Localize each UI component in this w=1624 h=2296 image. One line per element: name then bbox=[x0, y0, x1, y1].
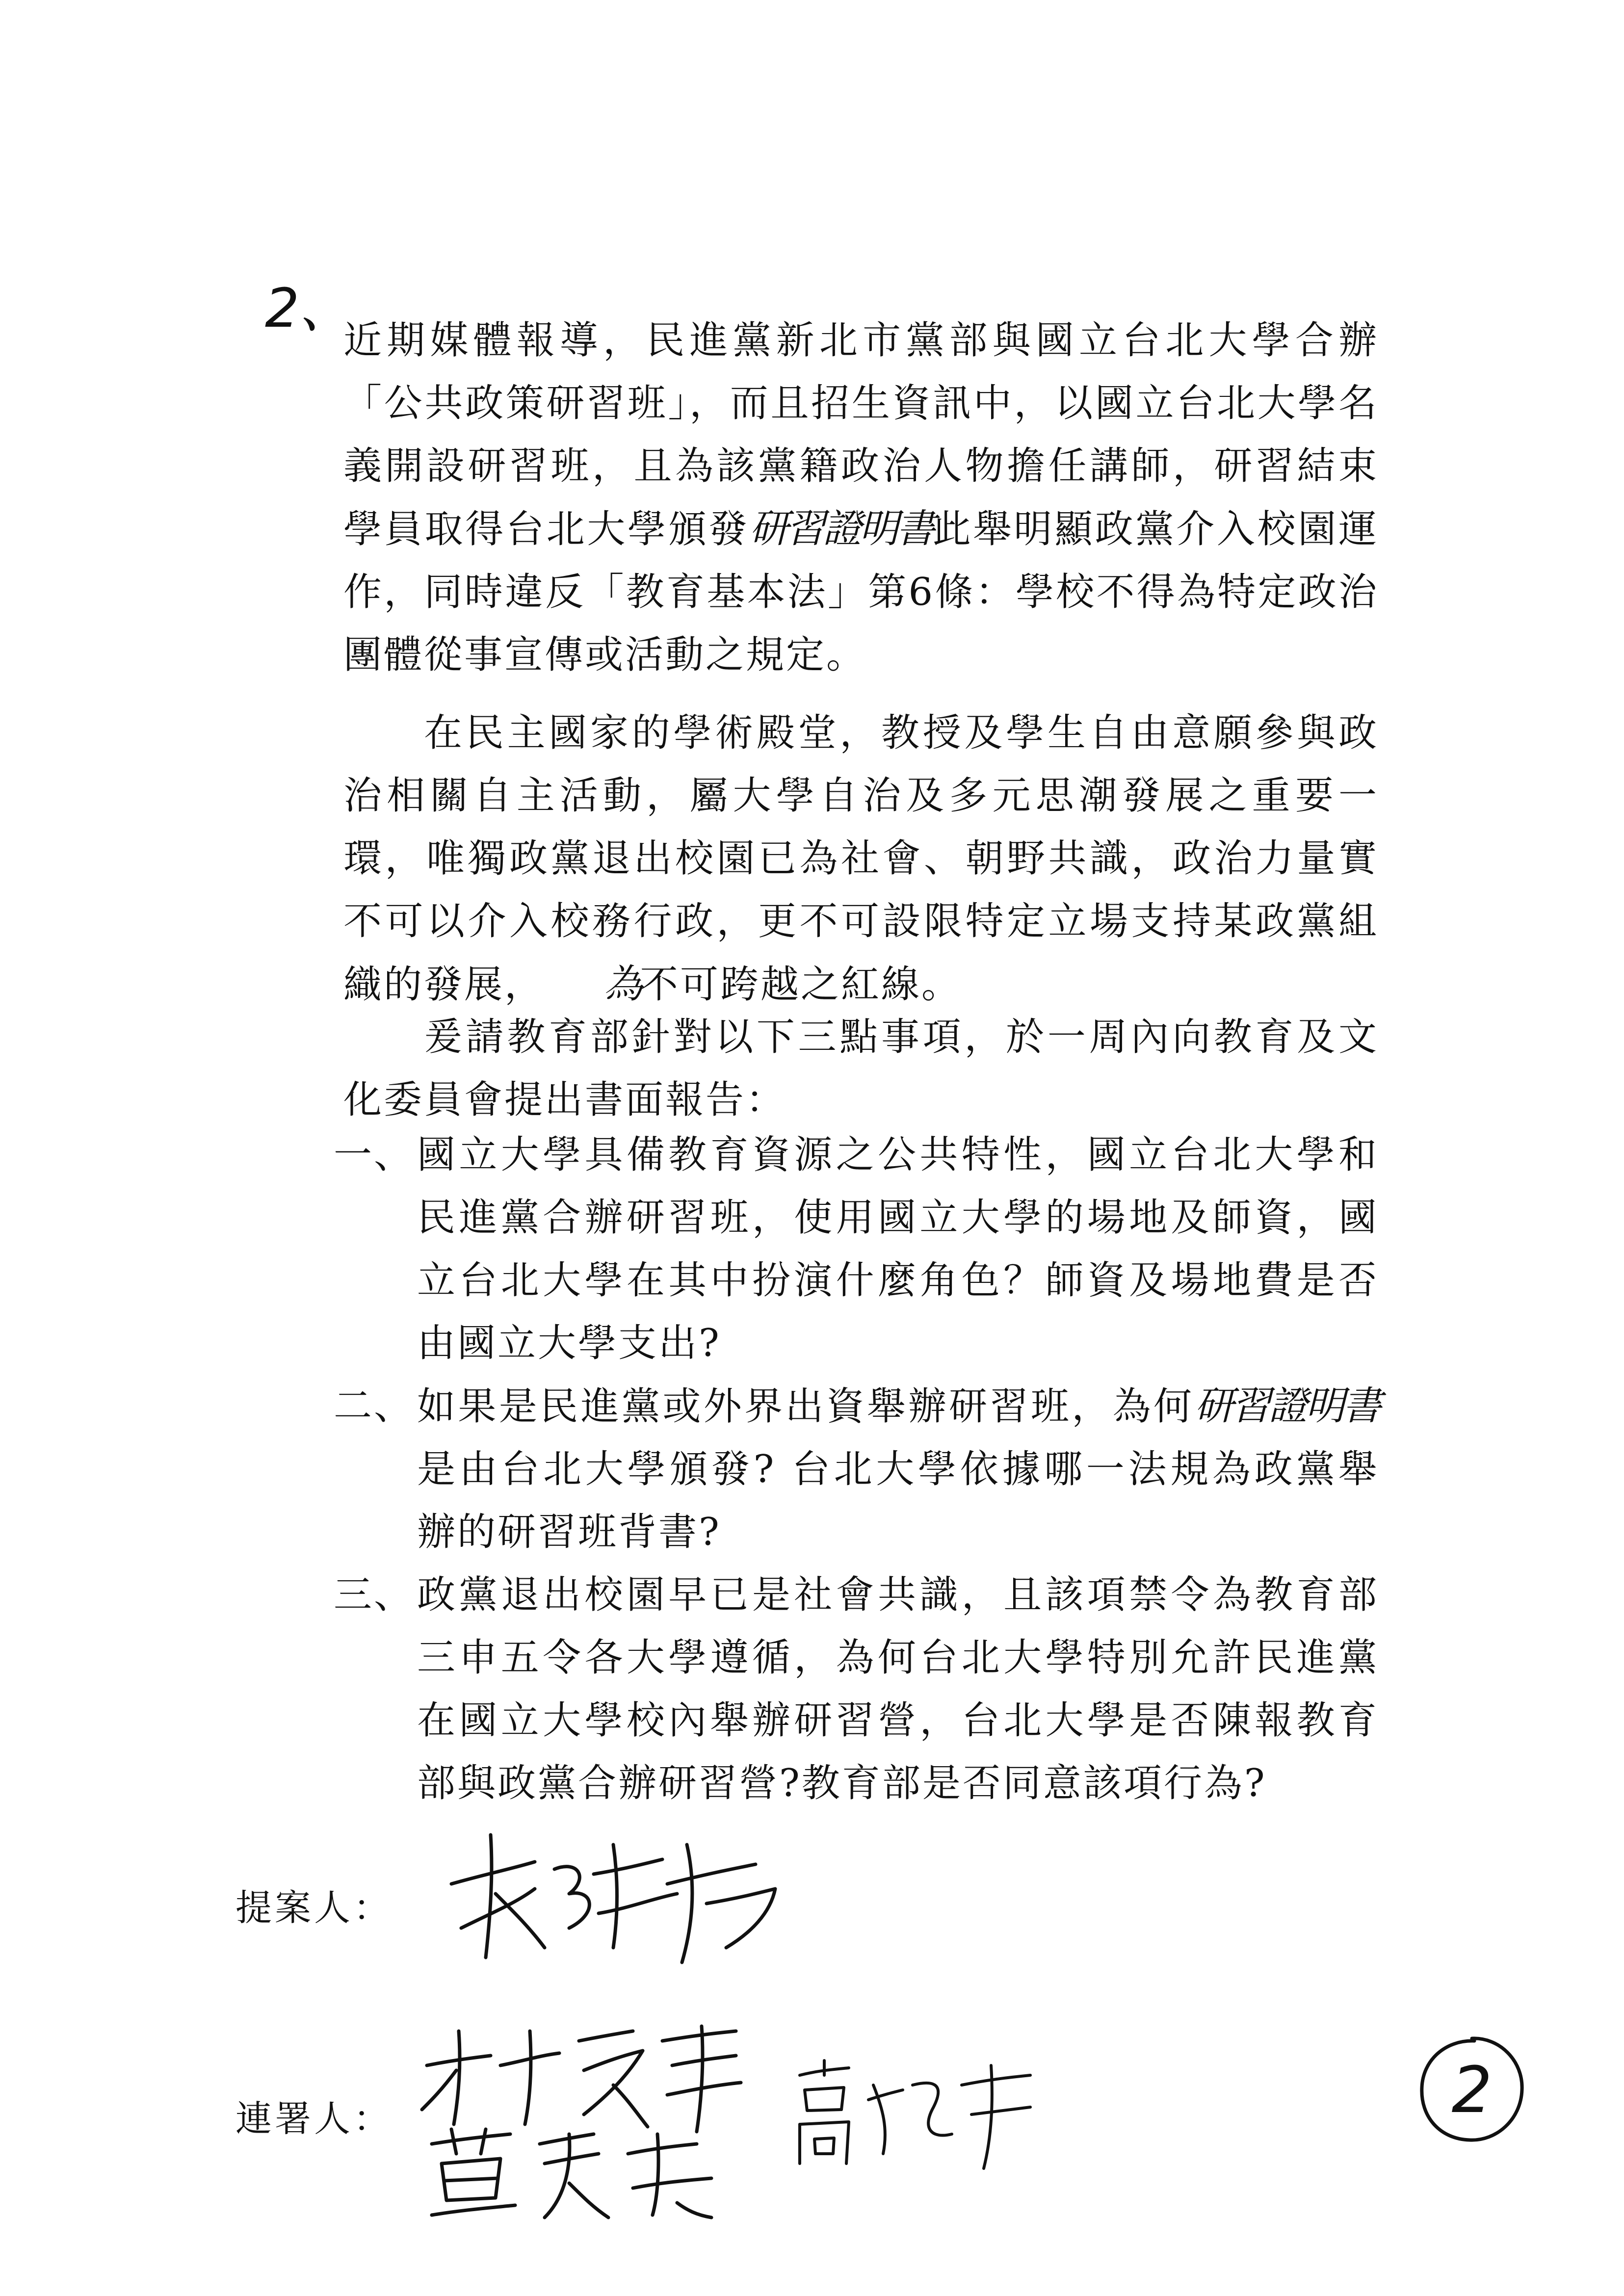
signature-drawing bbox=[785, 2056, 1040, 2173]
item-number: 2、 bbox=[265, 277, 353, 339]
signature-drawing bbox=[417, 2021, 751, 2134]
paragraph-1-text-b: 此舉明顯政黨介入校園運作，同時違反「教育基本法」第6條：學校不得為特定政治團體從事宣傳或活動之規定。 bbox=[343, 507, 1379, 677]
page-number bbox=[1413, 2031, 1531, 2149]
list-item-text: 國立大學具備教育資源之公共特性，國立台北大學和民進黨合辦研習班，使用國立大學的場地及師資，國立台北大學在其中扮演什麼角色？師資及場地費是否由國立大學支出? bbox=[417, 1133, 1379, 1365]
paragraph-2-text-a: 在民主國家的學術殿堂，教授及學生自由意願參與政治相關自主活動，屬大學自治及多元思潮發展之重要一環，唯獨政黨退出校園已為社會、朝野共識，政治力量實不可以介入校務行政，更不可設限特定立場支持某政黨組織的發展， bbox=[343, 711, 1379, 1007]
paragraph-1 bbox=[343, 309, 1379, 686]
paragraph-2 bbox=[343, 702, 1379, 1016]
list-item-marker: 二、 bbox=[334, 1384, 415, 1428]
paragraph-3-text: 爰請教育部針對以下三點事項，於一周內向教育及文化委員會提出書面報告： bbox=[343, 1015, 1379, 1122]
handwritten-insertion-wei: 為 bbox=[603, 961, 640, 1007]
paragraph-2-text-b: 不可跨越之紅線。 bbox=[640, 963, 962, 1007]
list-item-text-a: 如果是民進黨或外界出資舉辦研習班，為何 bbox=[417, 1384, 1195, 1429]
paragraph-1-text-a: 近期媒體報導，民進黨新北市黨部與國立台北大學合辦「公共政策研習班」，而且招生資訊中，以國立台北大學名義開設研習班，且為該黨籍政治人物擔任講師，研習結束學員取得台北大學頒發 bbox=[343, 318, 1379, 551]
signature-drawing bbox=[432, 1815, 805, 1972]
handwritten-insertion-certificate: 研習證明書 bbox=[749, 506, 933, 551]
proposer-label: 提案人： bbox=[236, 1887, 393, 1929]
list-item-text bbox=[417, 1375, 1379, 1564]
handwritten-insertion-certificate: 研習證明書 bbox=[1194, 1383, 1379, 1429]
page-number-text: 2 bbox=[1451, 2053, 1493, 2127]
list-item bbox=[334, 1375, 1379, 1564]
list-item-marker: 一、 bbox=[334, 1133, 415, 1177]
cosigner-label: 連署人： bbox=[236, 2098, 393, 2140]
request-items-list bbox=[334, 1123, 1379, 1815]
paragraph-3 bbox=[343, 1006, 1379, 1131]
list-item bbox=[334, 1123, 1379, 1375]
list-item-text: 政黨退出校園早已是社會共識，且該項禁令為教育部三申五令各大學遵循，為何台北大學特別允許民進黨在國立大學校內舉辦研習營，台北大學是否陳報教育部與政黨合辦研習營?教育部是否同意該項行為? bbox=[417, 1573, 1379, 1805]
list-item-marker: 三、 bbox=[334, 1573, 415, 1617]
list-item-text-b: 是由台北大學頒發? 台北大學依據哪一法規為政黨舉辦的研習班背書? bbox=[417, 1447, 1379, 1554]
list-item bbox=[334, 1564, 1379, 1815]
signature-drawing bbox=[422, 2124, 726, 2222]
